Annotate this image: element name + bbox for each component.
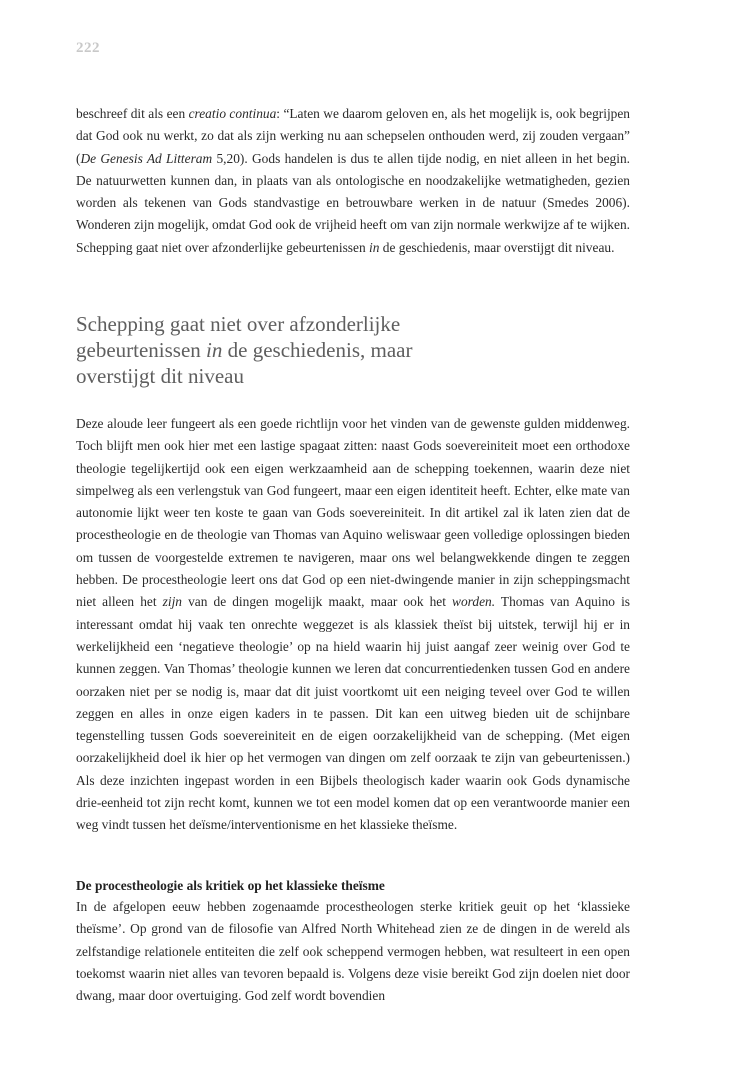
paragraph-text bbox=[76, 413, 630, 837]
subsection-heading: De procestheologie als kritiek op het klassieke theïsme bbox=[76, 878, 385, 893]
paragraph-text bbox=[76, 103, 630, 259]
text-run: van de dingen mogelijk maakt, maar ook het bbox=[182, 594, 453, 610]
paragraph-middenweg bbox=[76, 413, 630, 837]
paragraph-creatio-continua bbox=[76, 103, 630, 259]
text-run: In de afgelopen eeuw hebben zogenaamde procestheologen sterke kritiek geuit op het ‘klassieke theïsme’. Op grond van de filosofie van Alfred North Whitehead zien ze de dingen in de wereld als zelfstandige relationele entiteiten die zelf ook scheppend vermogen hebben, wat resulteert in een open toekomst waarin niet alles van tevoren bepaald is. Volgens deze visie bereikt God zijn doelen niet door dwang, maar door overtuiging. God zelf wordt bovendien bbox=[76, 899, 630, 1004]
text-run: 5,20). Gods handelen is dus te allen tijde nodig, en niet alleen in het begin. De natuurwetten kunnen dan, in plaats van als ontologische en noodzakelijke wetmatigheden, gezien worden als tekenen van Gods standvastige en betrouwbare werken in de natuur (Smedes 2006). Wonderen zijn mogelijk, omdat God ook de vrijheid heeft om van zijn normale werkwijze af te wijken. Schepping gaat niet over afzonderlijke gebeurtenissen bbox=[76, 150, 630, 255]
text-run: beschreef dit als een bbox=[76, 106, 189, 121]
heading-line-2a: gebeurtenissen bbox=[76, 338, 207, 362]
page-number: 222 bbox=[76, 40, 100, 56]
emphasis-creatio-continua: creatio continua bbox=[188, 106, 277, 121]
paragraph-text bbox=[76, 896, 630, 1007]
section-heading bbox=[76, 311, 596, 389]
emphasis-worden: worden. bbox=[452, 594, 496, 610]
emphasis-work-title: De Genesis Ad Litteram bbox=[80, 150, 213, 166]
text-run: : “Laten we daarom geloven en, als het mogelijk is, ook begrijpen dat God ook nu werkt, zo dat als zijn werking nu aan schepselen onthouden werd, zij zouden vergaan” ( bbox=[76, 106, 630, 166]
text-run: Deze aloude leer fungeert als een goede richtlijn voor het vinden van de gewenste gulden middenweg. Toch blijft men ook hier met een lastige spagaat zitten: naast Gods soevereiniteit moet een orthodoxe theologie tegelijkertijd ook een eigen werkzaamheid aan de schepping toekennen, waarin deze niet simpelweg als een verlengstuk van God fungeert, maar een eigen identiteit heeft. Echter, elke mate van autonomie lijkt weer ten koste te gaan van Gods soevereiniteit. In dit artikel zal ik laten zien dat de procestheologie en de theologie van Thomas van Aquino weliswaar geen volledige oplossingen bieden om tussen de voorgestelde extremen te navigeren, maar ons wel belangwekkende dingen te zeggen hebben. De procestheologie leert ons dat God op een niet-dwingende manier in zijn scheppingsmacht niet alleen het bbox=[76, 416, 630, 610]
paragraph-procestheologie bbox=[76, 896, 630, 1007]
emphasis-in: in bbox=[369, 239, 380, 255]
text-run: de geschiedenis, maar overstijgt dit niveau. bbox=[379, 239, 615, 255]
heading-line-2b: de geschiedenis, maar bbox=[222, 338, 413, 362]
text-run: Thomas van Aquino is interessant omdat hij vaak ten onrechte weggezet is als klassiek theïst bij uitstek, terwijl hij er in werkelijkheid een ‘negatieve theologie’ op na hield waarin hij juist aangaf zeer weinig over God te kunnen zeggen. Van Thomas’ theologie kunnen we leren dat concurrentiedenken tussen God en andere oorzaken niet per se nodig is, maar dat dit juist voortkomt uit een neiging teveel over God te willen zeggen en alles in onze eigen kaders in te passen. Dit kan een uitweg bieden uit de schijnbare tegenstelling tussen Gods soevereiniteit en de eigen oorzakelijkheid van de schepping. (Met eigen oorzakelijkheid doel ik hier op het vermogen van dingen om zelf oorzaak te zijn van gebeurtenissen.) Als deze inzichten ingepast worden in een Bijbels theologisch kader waarin ook Gods dynamische drie-eenheid tot zijn recht komt, kunnen we tot een model komen dat op een verantwoorde manier een weg vindt tussen het deïsme/interventionisme en het klassieke theïsme. bbox=[76, 594, 630, 833]
heading-line-1: Schepping gaat niet over afzonderlijke bbox=[76, 312, 401, 336]
emphasis-zijn: zijn bbox=[162, 594, 183, 610]
heading-emphasis-in: in bbox=[206, 338, 223, 362]
heading-line-3: overstijgt dit niveau bbox=[76, 364, 244, 388]
